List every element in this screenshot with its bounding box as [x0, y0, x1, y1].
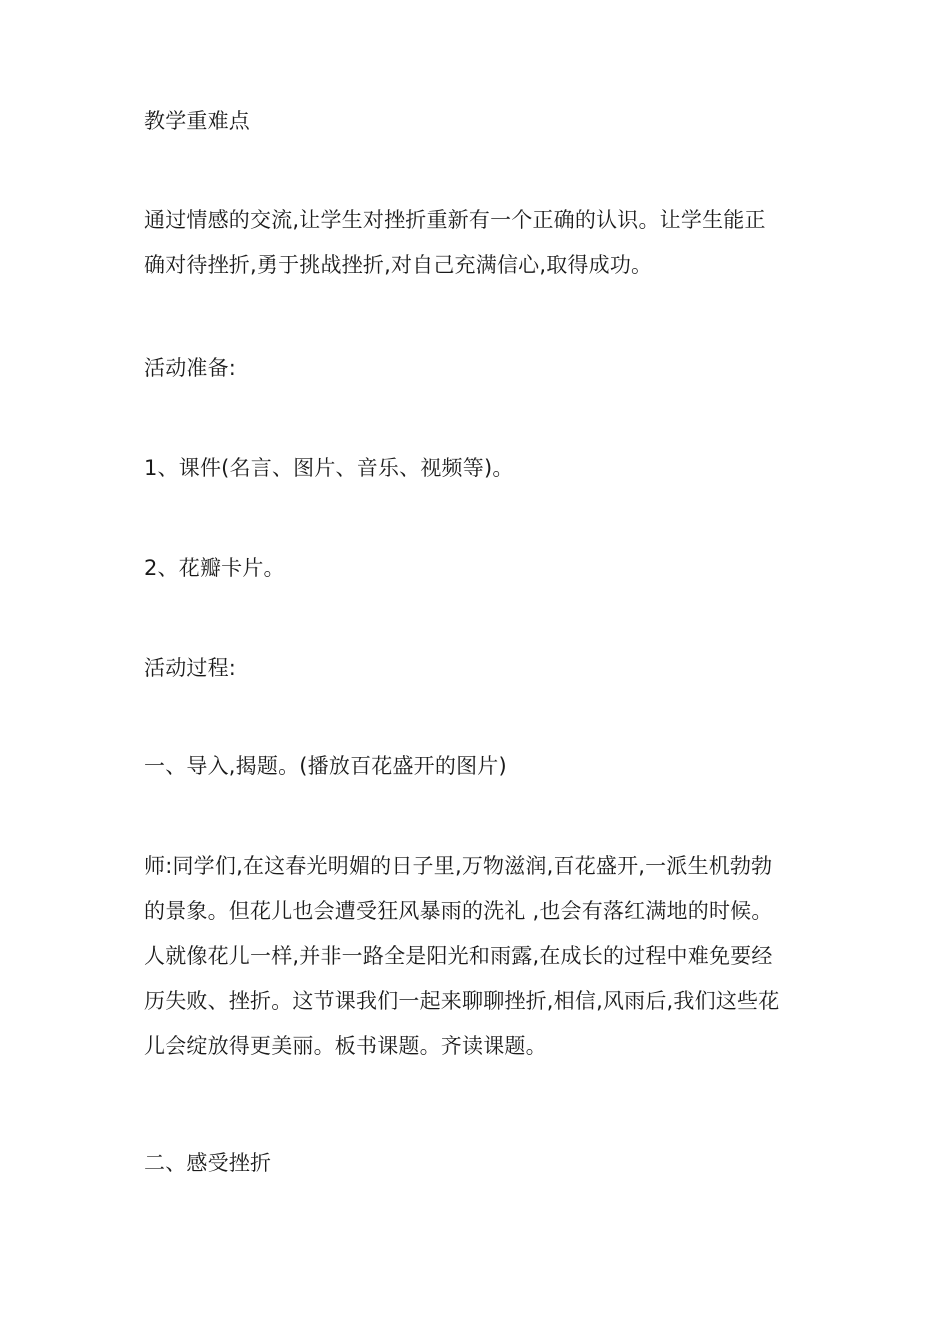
paragraph-line: 人就像花儿一样,并非一路全是阳光和雨露,在成长的过程中难免要经: [144, 944, 773, 968]
paragraph-line: 通过情感的交流,让学生对挫折重新有一个正确的认识。让学生能正: [144, 208, 766, 232]
paragraph-line: 的景象。但花儿也会遭受狂风暴雨的洗礼 ,也会有落红满地的时候。: [144, 899, 773, 923]
prep-item-1: 1、课件(名言、图片、音乐、视频等)。: [144, 456, 514, 480]
step-2-title: 二、感受挫折: [144, 1151, 272, 1175]
paragraph-line: 历失败、挫折。这节课我们一起来聊聊挫折,相信,风雨后,我们这些花: [144, 989, 780, 1013]
key-points-paragraph: [144, 198, 810, 288]
paragraph-line: 儿会绽放得更美丽。板书课题。齐读课题。: [144, 1034, 547, 1058]
paragraph-line: 师:同学们,在这春光明媚的日子里,万物滋润,百花盛开,一派生机勃勃: [144, 854, 773, 878]
teacher-speech-paragraph: [144, 844, 810, 1069]
step-1-title: 一、导入,揭题。(播放百花盛开的图片): [144, 754, 507, 778]
prep-item-2: 2、花瓣卡片。: [144, 556, 285, 580]
paragraph-line: 确对待挫折,勇于挑战挫折,对自己充满信心,取得成功。: [144, 253, 653, 277]
heading-key-points: 教学重难点: [144, 109, 250, 133]
heading-preparation: 活动准备:: [144, 356, 237, 380]
heading-process: 活动过程:: [144, 656, 237, 680]
